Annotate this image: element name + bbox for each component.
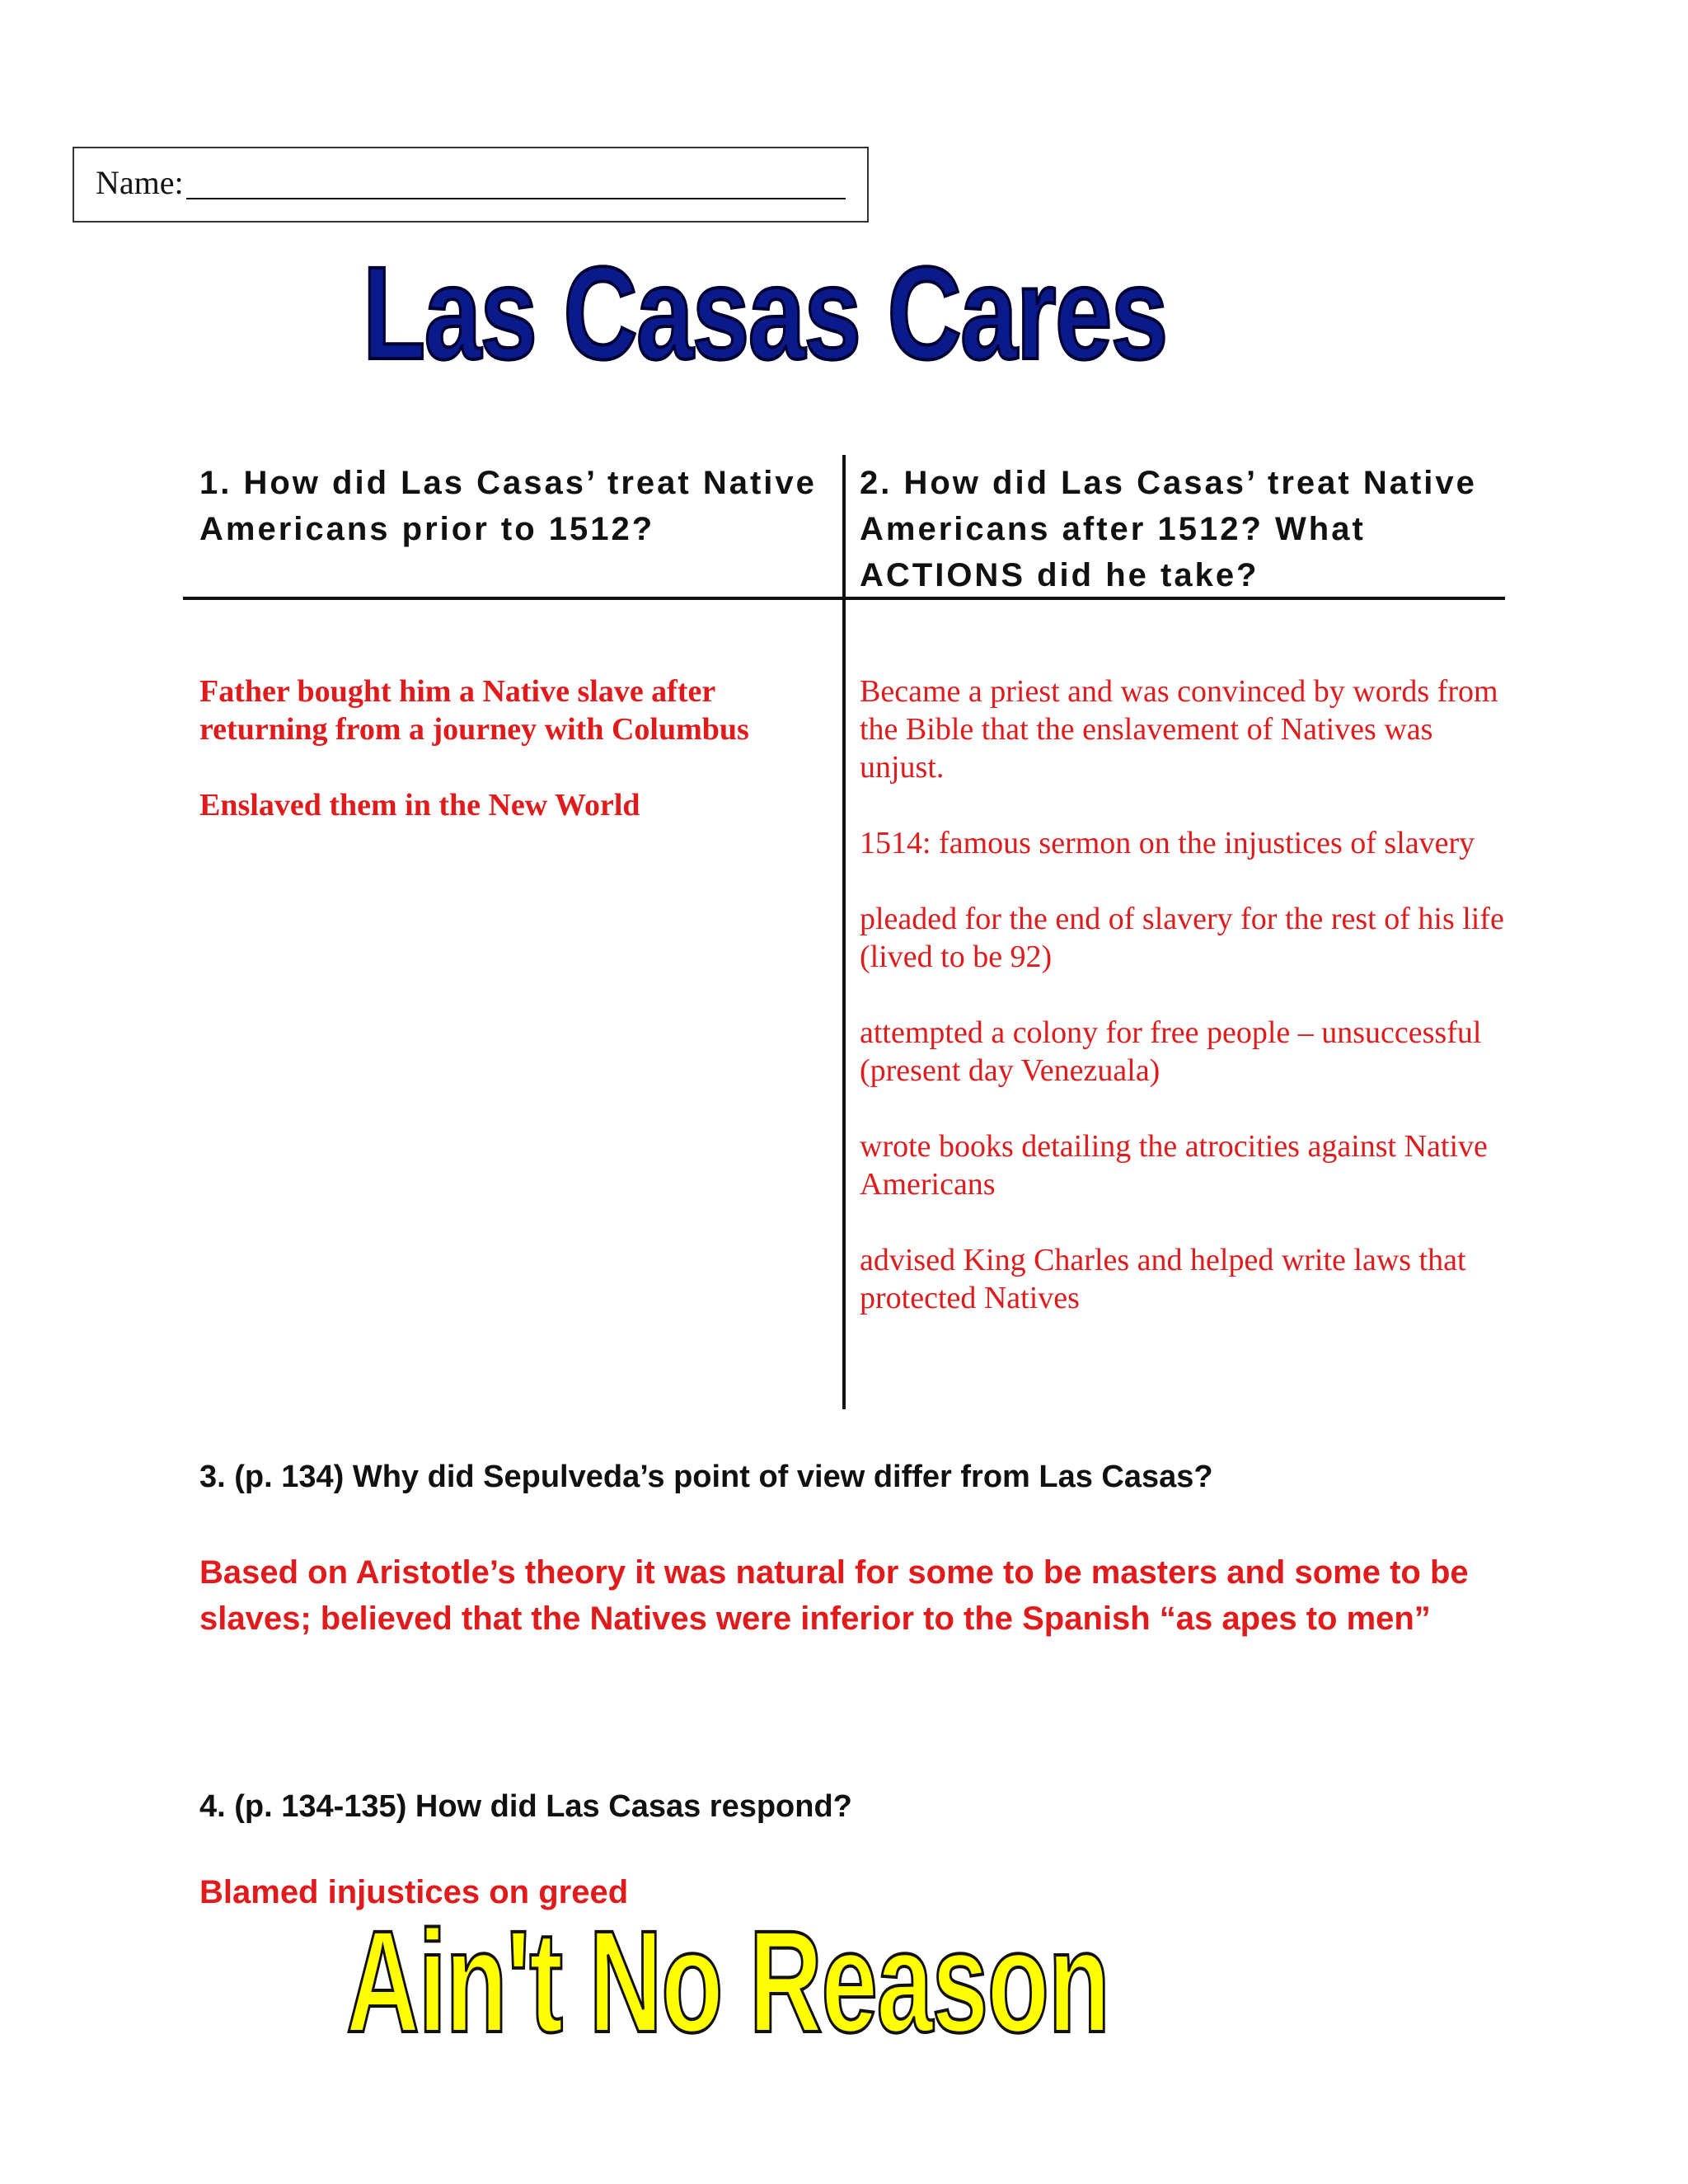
table-vertical-divider xyxy=(842,455,846,1409)
answer-4: Blamed injustices on greed xyxy=(199,1874,629,1910)
answer-1-item: Father bought him a Native slave after returning from a journey with Columbus xyxy=(199,674,749,747)
answer-2-item: 1514: famous sermon on the injustices of slavery xyxy=(860,826,1475,860)
answer-2-item: attempted a colony for free people – unsuccessful (present day Venezuala) xyxy=(860,1015,1482,1088)
name-field-box xyxy=(73,147,869,223)
answer-2-column xyxy=(860,673,1519,1355)
answer-1-item: Enslaved them in the New World xyxy=(199,788,640,823)
question-3: 3. (p. 134) Why did Sepulveda’s point of view differ from Las Casas? xyxy=(199,1460,1213,1494)
stamp-text: Ain't No Reason xyxy=(346,1901,1109,2063)
answer-1-column xyxy=(199,673,842,862)
question-1: 1. How did Las Casas’ treat Native Americans prior to 1512? xyxy=(199,465,817,547)
answer-2-item: pleaded for the end of slavery for the rest of his life (lived to be 92) xyxy=(860,902,1504,974)
name-label: Name: xyxy=(96,164,184,201)
worksheet-title: Las Casas Cares xyxy=(363,239,1167,387)
question-2: 2. How did Las Casas’ treat Native Americans after 1512? What ACTIONS did he take? xyxy=(860,465,1477,593)
question-4: 4. (p. 134-135) How did Las Casas respond? xyxy=(199,1789,852,1824)
answer-2-item: wrote books detailing the atrocities against Native Americans xyxy=(860,1129,1488,1202)
name-input-line[interactable] xyxy=(186,198,846,199)
answer-3: Based on Aristotle’s theory it was natural for some to be masters and some to be slaves; believed that the Natives were inferior to the Spanish “as apes to men” xyxy=(199,1554,1469,1637)
answer-2-item: Became a priest and was convinced by words from the Bible that the enslavement of Natives was unjust. xyxy=(860,674,1498,785)
answer-2-item: advised King Charles and helped write laws that protected Natives xyxy=(860,1243,1466,1315)
